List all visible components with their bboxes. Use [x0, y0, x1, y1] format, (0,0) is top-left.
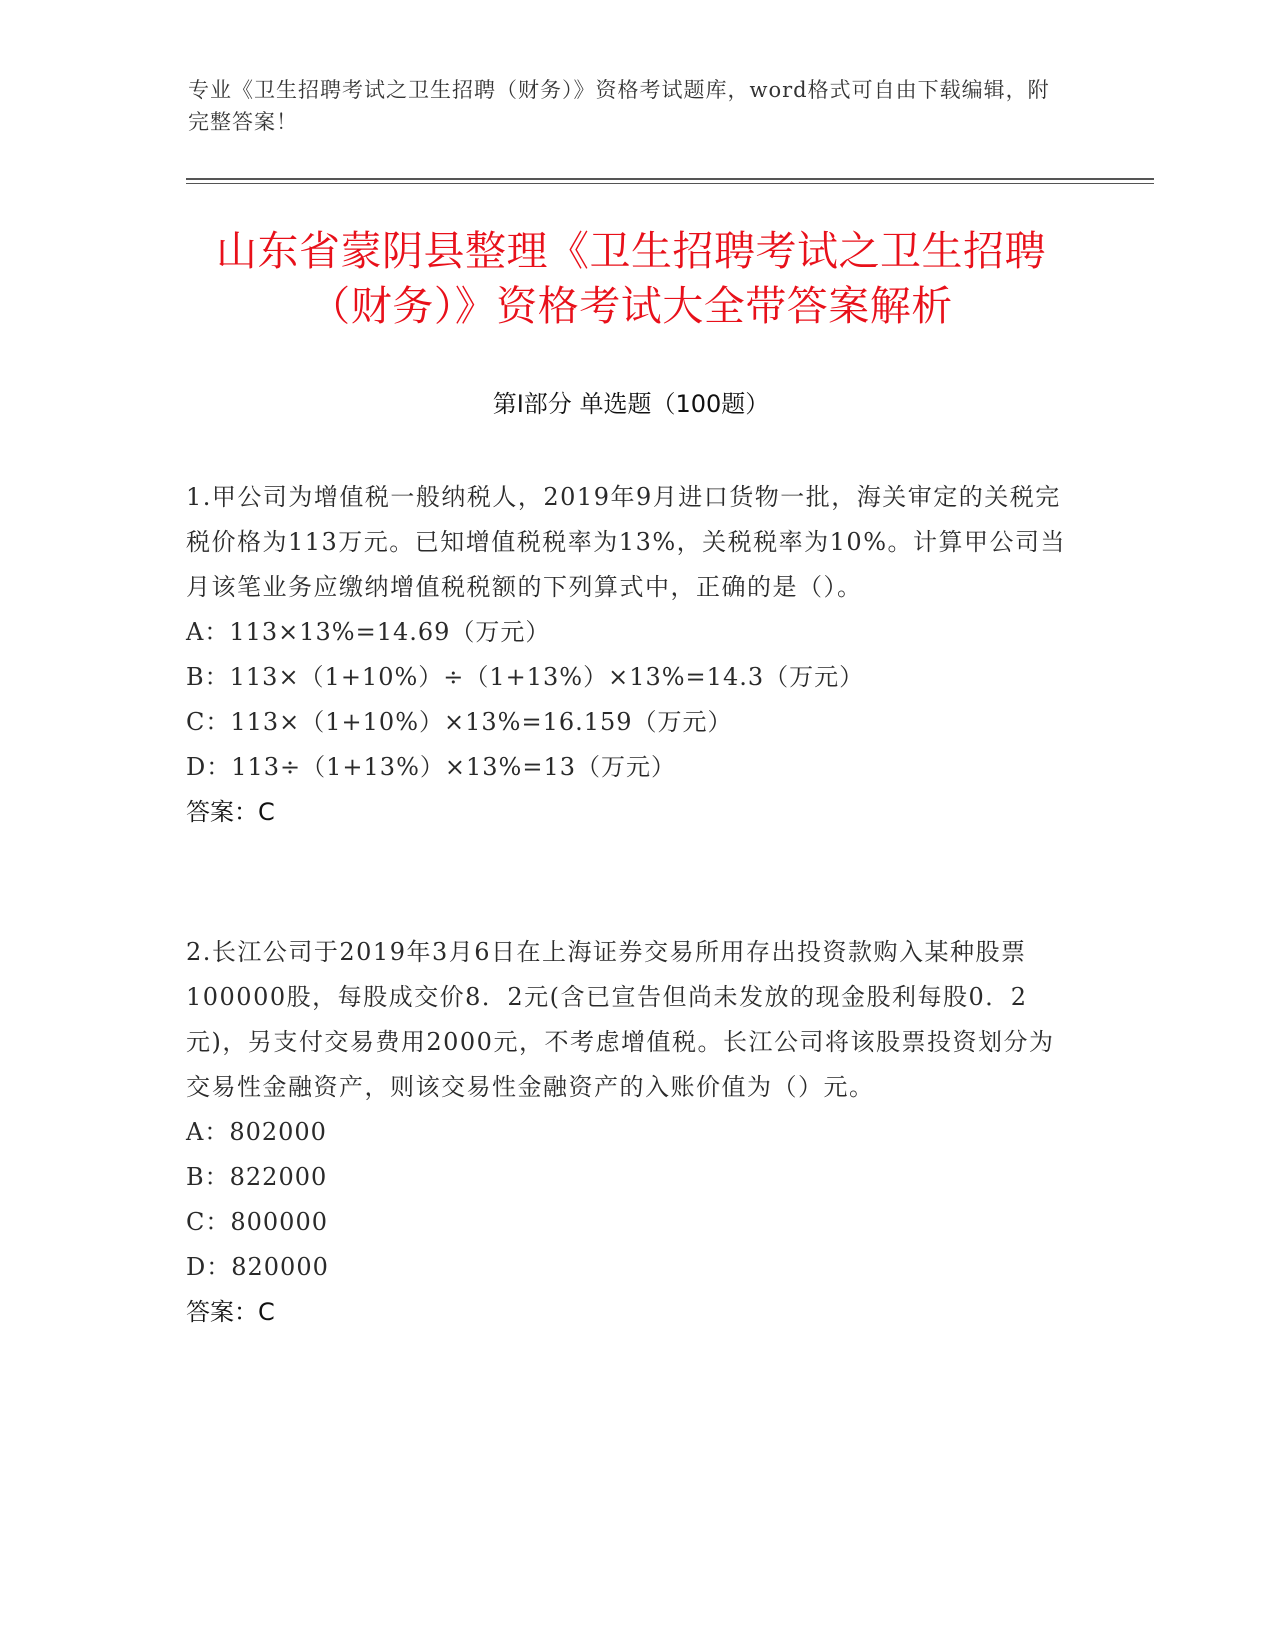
section-heading: 第I部分 单选题（100题）	[492, 390, 770, 418]
question-2-option-d: D：820000	[186, 1253, 329, 1281]
question-2-option-b: B：822000	[186, 1163, 328, 1191]
question-2-answer: 答案：C	[186, 1298, 275, 1326]
document-title: 山东省蒙阴县整理《卫生招聘考试之卫生招聘（财务）》资格考试大全带答案解析	[216, 227, 1046, 330]
question-2	[186, 930, 1076, 1335]
question-1-option-a: A：113×13%=14.69（万元）	[186, 618, 551, 646]
question-1-option-b: B：113×（1+10%）÷（1+13%）×13%=14.3（万元）	[186, 663, 865, 691]
question-1-text: 1.甲公司为增值税一般纳税人，2019年9月进口货物一批，海关审定的关税完税价格为113万元。已知增值税税率为13%，关税税率为10%。计算甲公司当月该笔业务应缴纳增值税税额的下列算式中，正确的是（）。	[186, 483, 1066, 601]
question-1-option-d: D：113÷（1+13%）×13%=13（万元）	[186, 753, 676, 781]
question-2-text: 2.长江公司于2019年3月6日在上海证券交易所用存出投资款购入某种股票100000股，每股成交价8．2元(含已宣告但尚未发放的现金股利每股0．2元)，另支付交易费用2000元，不考虑增值税。长江公司将该股票投资划分为交易性金融资产，则该交易性金融资产的入账价值为（）元。	[186, 938, 1055, 1101]
question-2-option-a: A：802000	[186, 1118, 327, 1146]
question-1	[186, 475, 1076, 835]
question-1-answer: 答案：C	[186, 798, 275, 826]
header-divider-thin	[186, 183, 1154, 184]
question-1-option-c: C：113×（1+10%）×13%=16.159（万元）	[186, 708, 733, 736]
header-note: 专业《卫生招聘考试之卫生招聘（财务）》资格考试题库，word格式可自由下载编辑，附完整答案！	[188, 78, 1050, 134]
header-divider	[186, 178, 1154, 180]
question-2-option-c: C：800000	[186, 1208, 328, 1236]
